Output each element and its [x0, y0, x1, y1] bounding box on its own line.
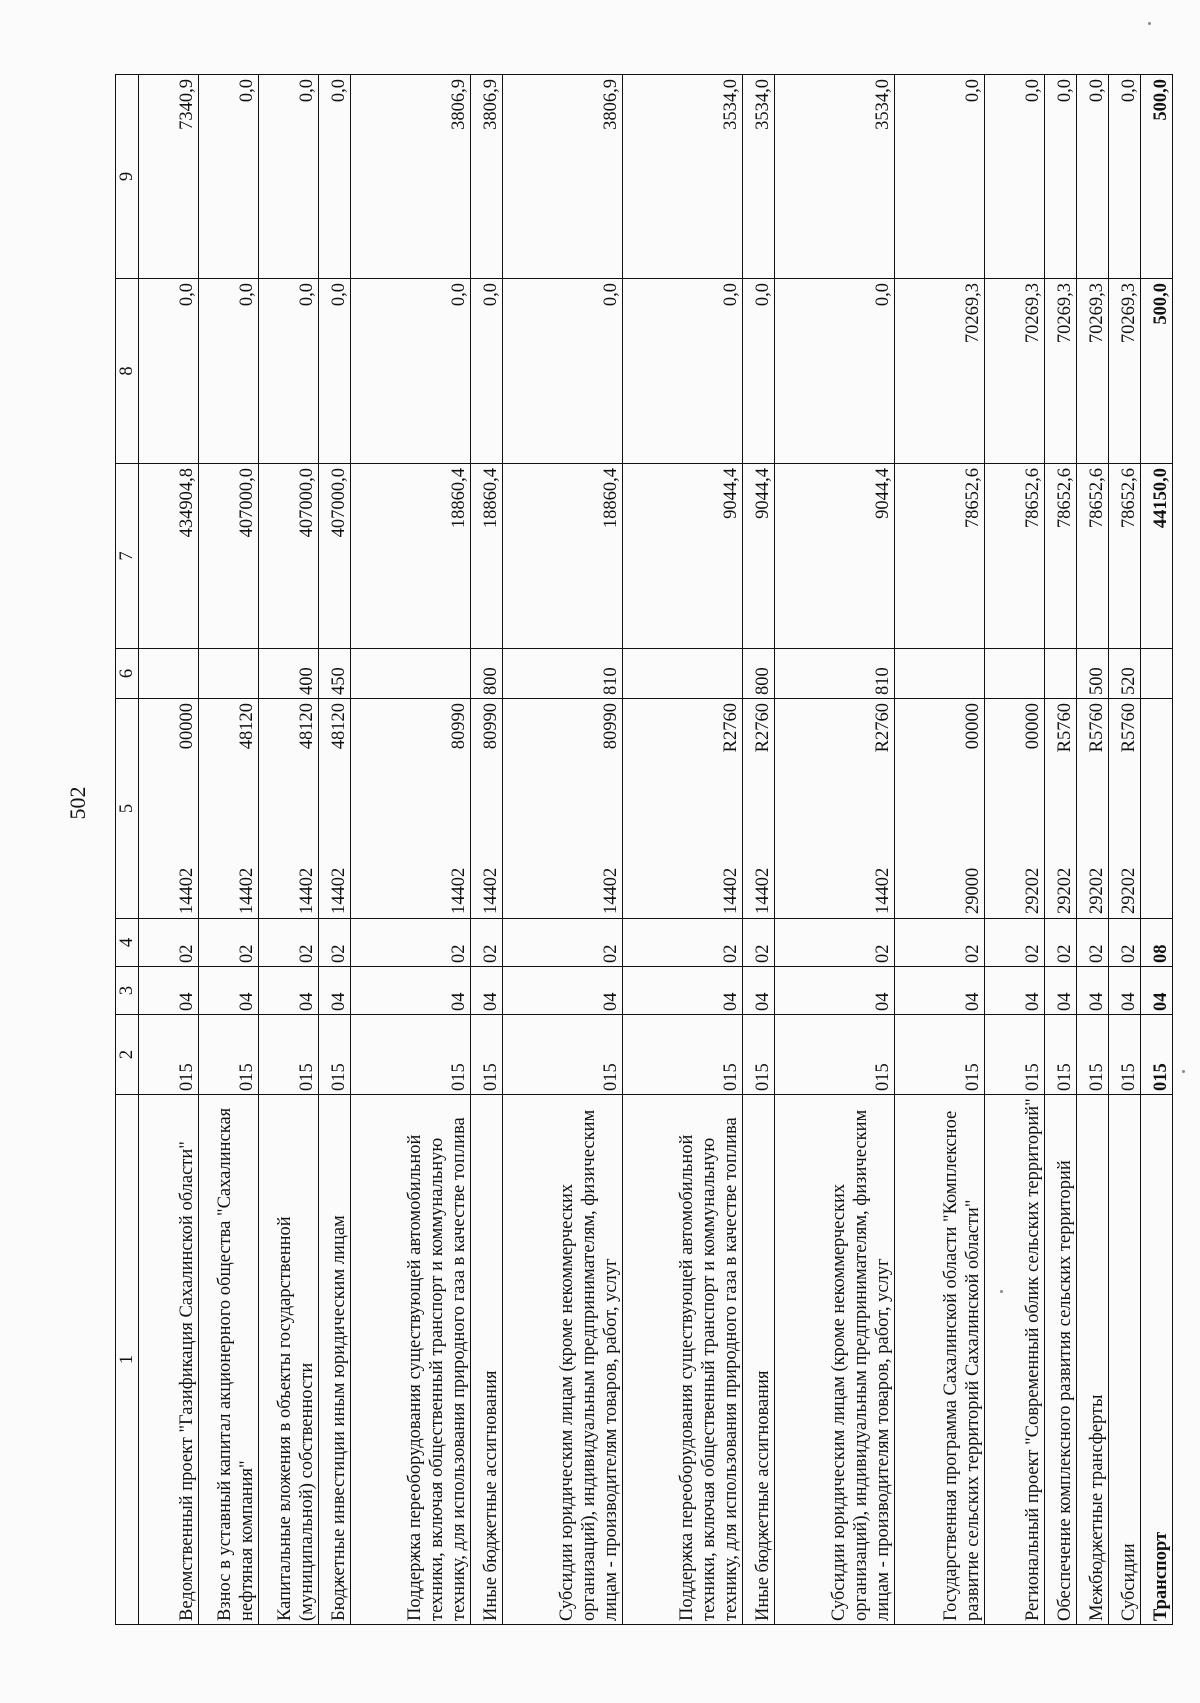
section-code: 04 [1077, 967, 1109, 1015]
program-code: 14402 [449, 867, 469, 914]
amount-col9: 3534,0 [743, 75, 775, 279]
amount-col9: 0,0 [1109, 75, 1141, 279]
target-article-code [471, 699, 503, 919]
direction-code: 00000 [177, 703, 197, 750]
row-name: Межбюджетные трансферты [1077, 1095, 1109, 1625]
amount-col8: 0,0 [743, 279, 775, 464]
table-row [985, 75, 1045, 1625]
section-code: 04 [319, 967, 351, 1015]
section-code: 04 [895, 967, 985, 1015]
direction-code: 48120 [237, 703, 257, 750]
amount-col9: 3806,9 [351, 75, 471, 279]
table-row [503, 75, 623, 1625]
direction-code: 80990 [449, 703, 469, 750]
col-header-2: 2 [116, 1015, 139, 1095]
amount-col9: 500,0 [1141, 75, 1173, 279]
amount-col7: 78652,6 [1045, 464, 1077, 649]
expense-type-code [351, 649, 471, 699]
row-name: Иные бюджетные ассигнования [743, 1095, 775, 1625]
direction-code: 80990 [481, 703, 501, 750]
amount-col9: 0,0 [985, 75, 1045, 279]
target-article-code [985, 699, 1045, 919]
table-row [1045, 75, 1077, 1625]
subsection-code: 08 [1141, 919, 1173, 967]
section-code: 04 [1045, 967, 1077, 1015]
amount-col7: 78652,6 [1109, 464, 1141, 649]
col-header-7: 7 [116, 464, 139, 649]
amount-col8: 70269,3 [895, 279, 985, 464]
expense-type-code [199, 649, 259, 699]
amount-col8: 0,0 [319, 279, 351, 464]
direction-code: R5760 [1055, 703, 1075, 753]
amount-col7: 44150,0 [1141, 464, 1173, 649]
amount-col8: 0,0 [775, 279, 895, 464]
expense-type-code: 800 [471, 649, 503, 699]
row-name: Государственная программа Сахалинской области "Комплексное развитие сельских территорий Сахалинской области" [895, 1095, 985, 1625]
row-name: Взнос в уставный капитал акционерного общества "Сахалинская нефтяная компания" [199, 1095, 259, 1625]
header-row [116, 75, 139, 1625]
section-code: 04 [351, 967, 471, 1015]
amount-col7: 407000,0 [199, 464, 259, 649]
table-row [471, 75, 503, 1625]
amount-col8: 70269,3 [985, 279, 1045, 464]
row-name: Обеспечение комплексного развития сельских территорий [1045, 1095, 1077, 1625]
amount-col7: 407000,0 [319, 464, 351, 649]
table-row [1109, 75, 1141, 1625]
target-article-code [1109, 699, 1141, 919]
row-name: Иные бюджетные ассигнования [471, 1095, 503, 1625]
expense-type-code [985, 649, 1045, 699]
section-code: 04 [623, 967, 743, 1015]
row-name: Бюджетные инвестиции иным юридическим лицам [319, 1095, 351, 1625]
expense-type-code [139, 649, 199, 699]
scan-speck [1148, 22, 1151, 25]
direction-code: 48120 [329, 703, 349, 750]
subsection-code: 02 [743, 919, 775, 967]
grbs-code: 015 [895, 1015, 985, 1095]
amount-col7: 18860,4 [471, 464, 503, 649]
amount-col8: 0,0 [471, 279, 503, 464]
grbs-code: 015 [1109, 1015, 1141, 1095]
program-code: 14402 [329, 867, 349, 914]
amount-col8: 70269,3 [1109, 279, 1141, 464]
rotated-table-container [115, 75, 1171, 1625]
grbs-code: 015 [623, 1015, 743, 1095]
program-code: 14402 [481, 867, 501, 914]
table-row [743, 75, 775, 1625]
subsection-code: 02 [139, 919, 199, 967]
program-code: 14402 [721, 867, 741, 914]
section-code: 04 [139, 967, 199, 1015]
page-number: 502 [65, 786, 90, 820]
col-header-4: 4 [116, 919, 139, 967]
target-article-code [743, 699, 775, 919]
amount-col8: 0,0 [139, 279, 199, 464]
target-article-code [503, 699, 623, 919]
target-article-code [199, 699, 259, 919]
amount-col7: 78652,6 [1077, 464, 1109, 649]
col-header-8: 8 [116, 279, 139, 464]
expense-type-code: 810 [775, 649, 895, 699]
program-code: 29202 [1119, 867, 1139, 914]
direction-code: 48120 [297, 703, 317, 750]
amount-col8: 70269,3 [1077, 279, 1109, 464]
program-code: 14402 [297, 867, 317, 914]
subsection-code: 02 [1077, 919, 1109, 967]
amount-col9: 7340,9 [139, 75, 199, 279]
row-name: Поддержка переоборудования существующей автомобильной техники, включая общественный транспорт и коммунальную технику, для использования природного газа в качестве топлива [623, 1095, 743, 1625]
col-header-3: 3 [116, 967, 139, 1015]
subsection-code: 02 [1045, 919, 1077, 967]
section-code: 04 [743, 967, 775, 1015]
program-code: 29202 [1055, 867, 1075, 914]
direction-code: R5760 [1087, 703, 1107, 753]
program-code: 14402 [237, 867, 257, 914]
amount-col9: 0,0 [1045, 75, 1077, 279]
table-row [775, 75, 895, 1625]
table-row [1141, 75, 1173, 1625]
amount-col9: 3534,0 [775, 75, 895, 279]
amount-col7: 18860,4 [503, 464, 623, 649]
amount-col9: 0,0 [319, 75, 351, 279]
program-code: 14402 [177, 867, 197, 914]
target-article-code [1141, 699, 1173, 919]
subsection-code: 02 [471, 919, 503, 967]
amount-col7: 407000,0 [259, 464, 319, 649]
subsection-code: 02 [775, 919, 895, 967]
target-article-code [1045, 699, 1077, 919]
expense-type-code [895, 649, 985, 699]
amount-col8: 0,0 [259, 279, 319, 464]
direction-code: R2760 [873, 703, 893, 753]
subsection-code: 02 [319, 919, 351, 967]
grbs-code: 015 [1141, 1015, 1173, 1095]
direction-code: 00000 [1023, 703, 1043, 750]
expense-type-code: 810 [503, 649, 623, 699]
table-row [259, 75, 319, 1625]
target-article-code [775, 699, 895, 919]
table-row [319, 75, 351, 1625]
grbs-code: 015 [319, 1015, 351, 1095]
amount-col9: 0,0 [259, 75, 319, 279]
grbs-code: 015 [199, 1015, 259, 1095]
table-row [139, 75, 199, 1625]
amount-col9: 3806,9 [471, 75, 503, 279]
section-code: 04 [503, 967, 623, 1015]
col-header-9: 9 [116, 75, 139, 279]
grbs-code: 015 [139, 1015, 199, 1095]
amount-col9: 3534,0 [623, 75, 743, 279]
section-code: 04 [985, 967, 1045, 1015]
target-article-code [259, 699, 319, 919]
direction-code: R5760 [1119, 703, 1139, 753]
amount-col7: 9044,4 [743, 464, 775, 649]
amount-col7: 9044,4 [623, 464, 743, 649]
amount-col7: 18860,4 [351, 464, 471, 649]
col-header-5: 5 [116, 699, 139, 919]
subsection-code: 02 [199, 919, 259, 967]
amount-col8: 0,0 [351, 279, 471, 464]
row-name: Капитальные вложения в объекты государственной (муниципальной) собственности [259, 1095, 319, 1625]
direction-code: 80990 [601, 703, 621, 750]
grbs-code: 015 [985, 1015, 1045, 1095]
section-code: 04 [1141, 967, 1173, 1015]
expense-type-code [623, 649, 743, 699]
row-name: Субсидии юридическим лицам (кроме некоммерческих организаций), индивидуальным предпринимателям, физическим лицам - производителям товаров, работ, услуг [503, 1095, 623, 1625]
section-code: 04 [259, 967, 319, 1015]
target-article-code [623, 699, 743, 919]
grbs-code: 015 [775, 1015, 895, 1095]
row-name: Поддержка переоборудования существующей автомобильной техники, включая общественный транспорт и коммунальную технику, для использования природного газа в качестве топлива [351, 1095, 471, 1625]
subsection-code: 02 [895, 919, 985, 967]
row-name: Ведомственный проект "Газификация Сахалинской области" [139, 1095, 199, 1625]
section-code: 04 [775, 967, 895, 1015]
subsection-code: 02 [985, 919, 1045, 967]
amount-col9: 0,0 [199, 75, 259, 279]
grbs-code: 015 [259, 1015, 319, 1095]
expense-type-code: 400 [259, 649, 319, 699]
amount-col8: 0,0 [623, 279, 743, 464]
row-name: Субсидии юридическим лицам (кроме некоммерческих организаций), индивидуальным предпринимателям, физическим лицам - производителям товаров, работ, услуг [775, 1095, 895, 1625]
amount-col9: 0,0 [895, 75, 985, 279]
amount-col8: 0,0 [199, 279, 259, 464]
table-row [351, 75, 471, 1625]
scan-speck [1182, 1070, 1185, 1073]
amount-col9: 0,0 [1077, 75, 1109, 279]
program-code: 29202 [1087, 867, 1107, 914]
program-code: 29202 [1023, 867, 1043, 914]
amount-col7: 9044,4 [775, 464, 895, 649]
row-name: Транспорт [1141, 1095, 1173, 1625]
expense-type-code: 800 [743, 649, 775, 699]
program-code: 14402 [873, 867, 893, 914]
section-code: 04 [471, 967, 503, 1015]
amount-col7: 434904,8 [139, 464, 199, 649]
expense-type-code: 500 [1077, 649, 1109, 699]
grbs-code: 015 [1077, 1015, 1109, 1095]
program-code: 29000 [963, 867, 983, 914]
amount-col7: 78652,6 [895, 464, 985, 649]
program-code: 14402 [601, 867, 621, 914]
subsection-code: 02 [351, 919, 471, 967]
subsection-code: 02 [503, 919, 623, 967]
grbs-code: 015 [471, 1015, 503, 1095]
table-row [199, 75, 259, 1625]
target-article-code [1077, 699, 1109, 919]
expense-type-code: 450 [319, 649, 351, 699]
table-row [1077, 75, 1109, 1625]
amount-col9: 3806,9 [503, 75, 623, 279]
amount-col8: 500,0 [1141, 279, 1173, 464]
expense-type-code [1141, 649, 1173, 699]
budget-table [115, 74, 1173, 1625]
row-name: Региональный проект "Современный облик сельских территорий" [985, 1095, 1045, 1625]
col-header-1: 1 [116, 1095, 139, 1625]
subsection-code: 02 [623, 919, 743, 967]
table-row [623, 75, 743, 1625]
target-article-code [139, 699, 199, 919]
target-article-code [351, 699, 471, 919]
amount-col8: 70269,3 [1045, 279, 1077, 464]
col-header-6: 6 [116, 649, 139, 699]
expense-type-code: 520 [1109, 649, 1141, 699]
direction-code: R2760 [753, 703, 773, 753]
target-article-code [895, 699, 985, 919]
direction-code: 00000 [963, 703, 983, 750]
grbs-code: 015 [351, 1015, 471, 1095]
grbs-code: 015 [1045, 1015, 1077, 1095]
subsection-code: 02 [1109, 919, 1141, 967]
amount-col8: 0,0 [503, 279, 623, 464]
row-name: Субсидии [1109, 1095, 1141, 1625]
direction-code: R2760 [721, 703, 741, 753]
table-row [895, 75, 985, 1625]
target-article-code [319, 699, 351, 919]
expense-type-code [1045, 649, 1077, 699]
section-code: 04 [199, 967, 259, 1015]
subsection-code: 02 [259, 919, 319, 967]
grbs-code: 015 [743, 1015, 775, 1095]
grbs-code: 015 [503, 1015, 623, 1095]
section-code: 04 [1109, 967, 1141, 1015]
amount-col7: 78652,6 [985, 464, 1045, 649]
scan-speck [1000, 1290, 1003, 1293]
program-code: 14402 [753, 867, 773, 914]
